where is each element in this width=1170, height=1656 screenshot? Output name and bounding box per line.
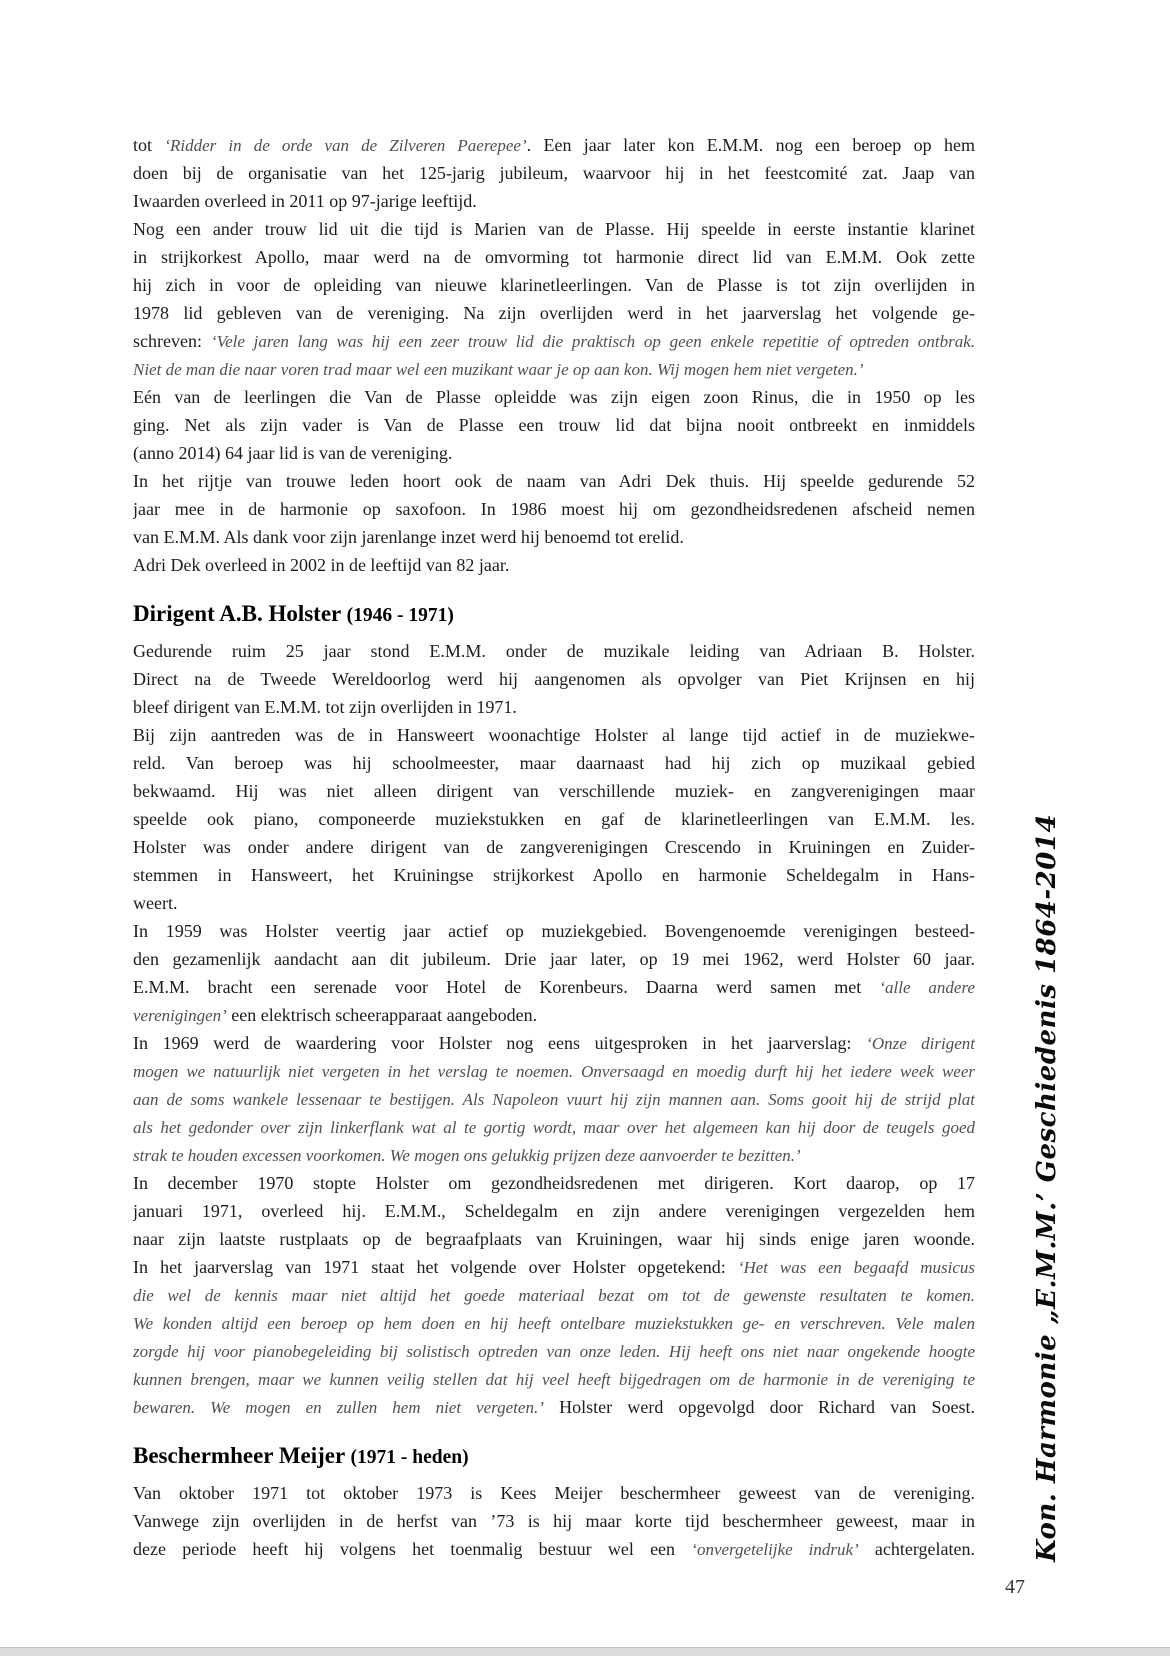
text-line: [133, 271, 975, 299]
body-text: Vanwege zijn overlijden in de herfst van ’73 is hij maar korte tijd beschermheer geweest, maar in: [133, 1511, 975, 1531]
body-text: bleef dirigent van E.M.M. tot zijn overlijden in 1971.: [133, 697, 517, 717]
body-text: In het jaarverslag van 1971 staat het volgende over Holster opgetekend:: [133, 1257, 738, 1277]
text-line: [133, 637, 975, 665]
body-text: speelde ook piano, componeerde muziekstukken en gaf de klarinetleerlingen van E.M.M. les.: [133, 809, 975, 829]
paragraph: [133, 721, 975, 917]
body-text: In december 1970 stopte Holster om gezondheidsredenen met dirigeren. Kort daarop, op 17: [133, 1173, 975, 1193]
paragraph: [133, 1029, 975, 1169]
body-text: In 1969 werd de waardering voor Holster nog eens uitgesproken in het jaarverslag:: [133, 1033, 867, 1053]
paragraph: [133, 551, 975, 579]
text-line: [133, 889, 975, 917]
text-line: [133, 383, 975, 411]
quoted-script-text: ‘Vele jaren lang was hij een zeer trouw lid die praktisch op geen enkele repetitie of optreden ontbrak.: [210, 332, 975, 351]
body-text: stemmen in Hansweert, het Kruiningse strijkorkest Apollo en harmonie Scheldegalm in Hans-: [133, 865, 975, 885]
text-line: [133, 355, 975, 383]
text-line: [133, 833, 975, 861]
body-text: Bij zijn aantreden was de in Hansweert woonachtige Holster al lange tijd actief in de muziekwe-: [133, 725, 975, 745]
text-line: [133, 467, 975, 495]
text-line: [133, 721, 975, 749]
paragraph: [133, 637, 975, 721]
paragraph: [133, 467, 975, 551]
text-line: [133, 411, 975, 439]
quoted-script-text: ‘Ridder in de orde van de Zilveren Paerepee’: [164, 136, 527, 155]
paragraph: [133, 1479, 975, 1563]
body-text: achtergelaten.: [858, 1539, 975, 1559]
body-text: in strijkorkest Apollo, maar werd na de omvorming tot harmonie direct lid van E.M.M. Ook zette: [133, 247, 975, 267]
quoted-script-text: aan de soms wankele lessenaar te bestijgen. Als Napoleon vuurt hij zijn mannen aan. Soms gooit hij de strijd plat: [133, 1090, 975, 1109]
text-line: [133, 215, 975, 243]
quoted-script-text: strak te houden excessen voorkomen. We mogen ons gelukkig prijzen deze aanvoerder te bezitten.’: [133, 1146, 801, 1165]
quoted-script-text: die wel de kennis maar niet altijd het goede materiaal bezat om tot de gewenste resultaten te komen.: [133, 1286, 975, 1305]
text-line: [133, 1507, 975, 1535]
text-line: [133, 861, 975, 889]
body-text: 1978 lid gebleven van de vereniging. Na zijn overlijden werd in het jaarverslag het volgende ge-: [133, 303, 975, 323]
text-line: [133, 1393, 975, 1421]
paragraph: [133, 383, 975, 467]
text-line: [133, 1281, 975, 1309]
body-text: van E.M.M. Als dank voor zijn jarenlange inzet werd hij benoemd tot erelid.: [133, 527, 684, 547]
text-line: [133, 159, 975, 187]
body-text: In 1959 was Holster veertig jaar actief op muziekgebied. Bovengenoemde verenigingen besteed-: [133, 921, 975, 941]
body-text: den gezamenlijk aandacht aan dit jubileum. Drie jaar later, op 19 mei 1962, werd Holster 60 jaar.: [133, 949, 975, 969]
page-bottom-edge: [0, 1647, 1170, 1656]
body-text: naar zijn laatste rustplaats op de begraafplaats van Kruiningen, waar hij sinds enige jaren woonde.: [133, 1229, 975, 1249]
text-line: [133, 1309, 975, 1337]
quoted-script-text: verenigingen’: [133, 1006, 227, 1025]
body-text: Iwaarden overleed in 2011 op 97-jarige leeftijd.: [133, 191, 477, 211]
quoted-script-text: ‘alle andere: [879, 978, 975, 997]
sidebar-vertical-title: Kon. Harmonie „E.M.M.’ Geschiedenis 1864-2014: [1032, 813, 1062, 1562]
body-text: bekwaamd. Hij was niet alleen dirigent van verschillende muziek- en zangverenigingen maar: [133, 781, 975, 801]
text-line: [133, 1337, 975, 1365]
text-line: [133, 1141, 975, 1169]
text-line: [133, 1057, 975, 1085]
text-line: [133, 1365, 975, 1393]
text-line: [133, 523, 975, 551]
body-text: tot: [133, 135, 165, 155]
body-text: Eén van de leerlingen die Van de Plasse opleidde was zijn eigen zoon Rinus, die in 1950 op les: [133, 387, 975, 407]
text-line: [133, 973, 975, 1001]
body-text: een elektrisch scheerapparaat aangeboden.: [226, 1005, 538, 1025]
body-text: januari 1971, overleed hij. E.M.M., Scheldegalm en zijn andere verenigingen vergezelden hem: [133, 1201, 975, 1221]
page-number: 47: [1005, 1576, 1025, 1598]
text-line: [133, 1113, 975, 1141]
body-text: jaar mee in de harmonie op saxofoon. In 1986 moest hij om gezondheidsredenen afscheid nemen: [133, 499, 975, 519]
body-text: (anno 2014) 64 jaar lid is van de vereniging.: [133, 443, 453, 463]
text-line: [133, 243, 975, 271]
body-text: weert.: [133, 893, 178, 913]
text-line: [133, 1535, 975, 1563]
body-text: reld. Van beroep was hij schoolmeester, maar daarnaast had hij zich op muzikaal gebied: [133, 753, 975, 773]
body-text: deze periode heeft hij volgens het toenmalig bestuur wel een: [133, 1539, 692, 1559]
text-line: [133, 693, 975, 721]
body-text: hij zich in voor de opleiding van nieuwe klarinetleerlingen. Van de Plasse is tot zijn overlijden in: [133, 275, 975, 295]
text-line: [133, 777, 975, 805]
paragraph: [133, 215, 975, 383]
quoted-script-text: ‘Onze dirigent: [866, 1034, 975, 1053]
quoted-script-text: ‘Het was een begaafd musicus: [737, 1258, 975, 1277]
text-line: [133, 805, 975, 833]
section-heading: [133, 599, 975, 629]
text-line: [133, 299, 975, 327]
paragraph: [133, 917, 975, 1029]
text-line: [133, 1225, 975, 1253]
body-text: schreven:: [133, 331, 211, 351]
heading-years: (1946 - 1971): [346, 605, 454, 626]
body-text: Gedurende ruim 25 jaar stond E.M.M. onder de muzikale leiding van Adriaan B. Holster.: [133, 641, 975, 661]
text-line: [133, 1085, 975, 1113]
body-text: In het rijtje van trouwe leden hoort ook de naam van Adri Dek thuis. Hij speelde gedurende 52: [133, 471, 975, 491]
text-line: [133, 749, 975, 777]
text-line: [133, 439, 975, 467]
section-heading: [133, 1441, 975, 1471]
body-text: Van oktober 1971 tot oktober 1973 is Kees Meijer beschermheer geweest van de vereniging.: [133, 1483, 975, 1503]
quoted-script-text: als het gedonder over zijn linkerflank wat al te gortig wordt, maar over het algemeen kan hij door de teugels goed: [133, 1118, 975, 1137]
heading-title: Beschermheer Meijer: [133, 1443, 351, 1468]
body-text: doen bij de organisatie van het 125-jarig jubileum, waarvoor hij in het feestcomité zat. Jaap van: [133, 163, 975, 183]
quoted-script-text: mogen we natuurlijk niet vergeten in het verslag te noemen. Onversaagd en moedig durft hij het iedere week weer: [133, 1062, 975, 1081]
text-line: [133, 1001, 975, 1029]
text-line: [133, 1253, 975, 1281]
heading-years: (1971 - heden): [350, 1447, 469, 1468]
body-text: Holster was onder andere dirigent van de zangverenigingen Crescendo in Kruiningen en Zuider-: [133, 837, 975, 857]
text-line: [133, 917, 975, 945]
body-text: E.M.M. bracht een serenade voor Hotel de Korenbeurs. Daarna werd samen met: [133, 977, 880, 997]
heading-title: Dirigent A.B. Holster: [133, 601, 347, 626]
text-line: [133, 131, 975, 159]
quoted-script-text: bewaren. We mogen en zullen hem niet vergeten.’: [133, 1398, 544, 1417]
text-line: [133, 945, 975, 973]
text-line: [133, 665, 975, 693]
body-text: Holster werd opgevolgd door Richard van Soest.: [543, 1397, 975, 1417]
quoted-script-text: kunnen brengen, maar we kunnen veilig stellen dat hij veel heeft bijgedragen om de harmonie in de vereniging te: [133, 1370, 975, 1389]
paragraph: [133, 1169, 975, 1421]
text-line: [133, 1479, 975, 1507]
body-text: Nog een ander trouw lid uit die tijd is Marien van de Plasse. Hij speelde in eerste instantie klarinet: [133, 219, 975, 239]
body-text: ging. Net als zijn vader is Van de Plasse een trouw lid dat bijna nooit ontbreekt en inmiddels: [133, 415, 975, 435]
text-line: [133, 327, 975, 355]
text-line: [133, 187, 975, 215]
text-line: [133, 1029, 975, 1057]
body-text: . Een jaar later kon E.M.M. nog een beroep op hem: [526, 135, 975, 155]
quoted-script-text: Niet de man die naar voren trad maar wel een muzikant waar je op aan kon. Wij mogen hem niet vergeten.’: [133, 360, 864, 379]
body-text: Direct na de Tweede Wereldoorlog werd hij aangenomen als opvolger van Piet Krijnsen en hij: [133, 669, 975, 689]
quoted-script-text: We konden altijd een beroep op hem doen en hij heeft ontelbare muziekstukken ge- en verschreven. Vele malen: [133, 1314, 975, 1333]
text-line: [133, 1197, 975, 1225]
body-text: Adri Dek overleed in 2002 in de leeftijd van 82 jaar.: [133, 555, 510, 575]
quoted-script-text: zorgde hij voor pianobegeleiding bij solistisch optreden van onze leden. Hij heeft ons niet naar ongekende hoogte: [133, 1342, 975, 1361]
paragraph: [133, 131, 975, 215]
page-body: [133, 131, 975, 1563]
text-line: [133, 551, 975, 579]
quoted-script-text: ‘onvergetelijke indruk’: [691, 1540, 859, 1559]
text-line: [133, 1169, 975, 1197]
text-line: [133, 495, 975, 523]
